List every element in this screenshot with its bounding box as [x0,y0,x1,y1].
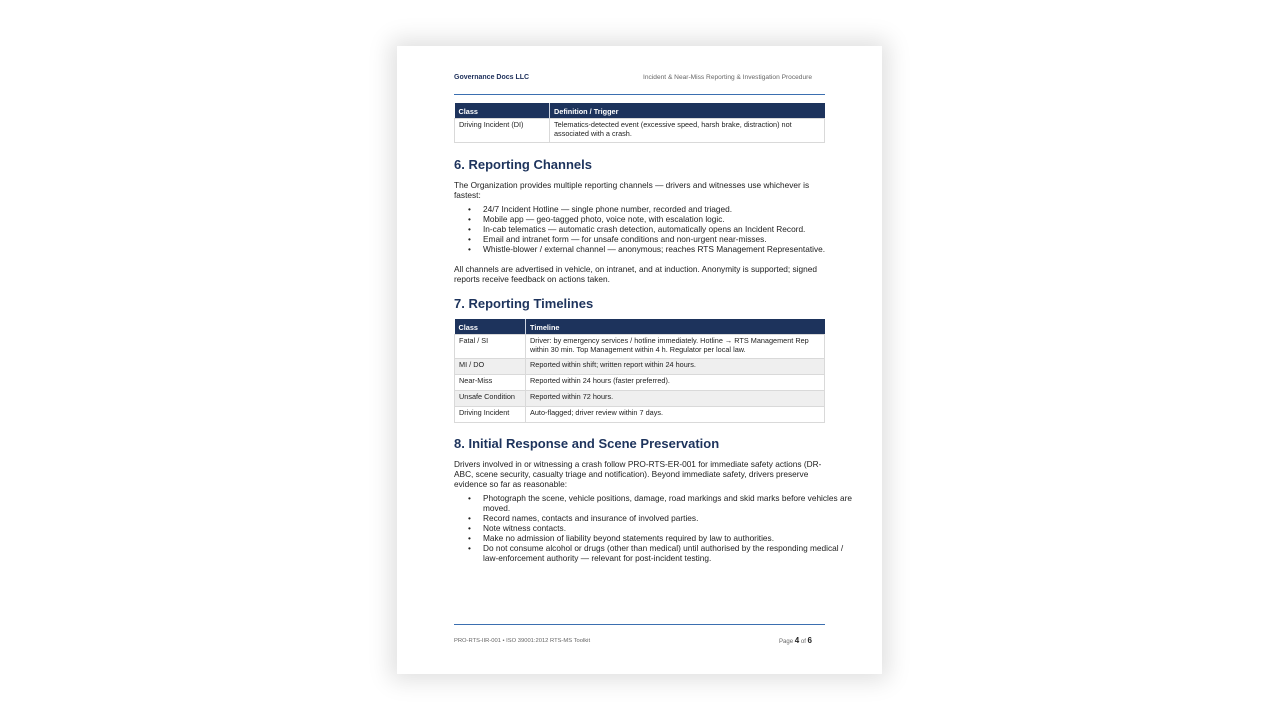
list-item: • Do not consume alcohol or drugs (other than medical) until authorised by the responding medical / law-enforcement authority — relevant for post-incident testing. [483,543,854,563]
table-cell: Unsafe Condition [455,391,526,407]
section8-intro: Drivers involved in or witnessing a crash follow PRO-RTS-ER-001 for immediate safety actions (DR-ABC, scene security, casualty triage and notification). Beyond immediate safety, drivers preserve evidence so far as reasonable: [454,459,822,489]
list-item: • Note witness contacts. [483,523,854,533]
footer-divider [454,624,825,625]
list-item: • Mobile app — geo-tagged photo, voice note, with escalation logic. [483,214,854,224]
table-cell: Near-Miss [455,375,526,391]
document-title: Incident & Near-Miss Reporting & Investigation Procedure [643,74,812,81]
table-row [455,391,825,407]
section-heading-reporting-channels: 6. Reporting Channels [454,157,592,172]
section6-intro: The Organization provides multiple reporting channels — drivers and witnesses use whichever is fastest: [454,180,810,200]
current-page: 4 [794,636,800,645]
page-header [454,73,825,95]
reporting-channels-list [454,204,854,254]
list-item: • Photograph the scene, vehicle positions, damage, road markings and skid marks before vehicles are moved. [483,493,854,513]
table-cell: Auto-flagged; driver review within 7 days. [526,407,825,423]
table-cell: Reported within shift; written report within 24 hours. [526,359,825,375]
page-number [779,636,812,645]
table-cell: MI / DO [455,359,526,375]
list-item: • Make no admission of liability beyond statements required by law to authorities. [483,533,854,543]
table-cell: Fatal / SI [455,335,526,359]
list-item: • Email and intranet form — for unsafe conditions and non-urgent near-misses. [483,234,854,244]
column-header: Class [455,319,526,335]
company-name: Governance Docs LLC [454,74,530,81]
footer-document-code: PRO-RTS-IIR-001 • ISO 39001:2012 RTS-MS Toolkit [454,638,591,644]
list-item: • Record names, contacts and insurance of involved parties. [483,513,854,523]
table-cell: Driving Incident [455,407,526,423]
list-item: • Whistle-blower / external channel — anonymous; reaches RTS Management Representative. [483,244,854,254]
column-header: Definition / Trigger [550,103,825,119]
list-item: • 24/7 Incident Hotline — single phone number, recorded and triaged. [483,204,854,214]
class-definition-table [454,103,825,143]
scene-preservation-list [454,493,854,563]
table-row [455,375,825,391]
total-pages: 6 [807,636,812,645]
document-page [397,46,882,674]
table-header-row [455,103,825,119]
table-row [455,119,825,143]
list-item: • In-cab telematics — automatic crash detection, automatically opens an Incident Record. [483,224,854,234]
column-header: Timeline [526,319,825,335]
column-header: Class [455,103,550,119]
table-row [455,335,825,359]
table-row [455,359,825,375]
table-cell: Reported within 24 hours (faster preferred). [526,375,825,391]
section-heading-reporting-timelines: 7. Reporting Timelines [454,296,594,311]
table-cell: Driver: by emergency services / hotline immediately. Hotline → RTS Management Rep within 30 min. Top Management within 4 h. Regulator per local law. [526,335,825,359]
table-cell: Telematics-detected event (excessive speed, harsh brake, distraction) not associated with a crash. [550,119,825,143]
table-cell: Driving Incident (DI) [455,119,550,143]
table-row [455,407,825,423]
reporting-timelines-table [454,319,825,423]
table-header-row [455,319,825,335]
page-word: Page [779,639,794,645]
section-heading-initial-response: 8. Initial Response and Scene Preservation [454,436,720,451]
of-word: of [800,639,806,645]
section6-closing: All channels are advertised in vehicle, on intranet, and at induction. Anonymity is supported; signed reports receive feedback on actions taken. [454,264,817,284]
table-cell: Reported within 72 hours. [526,391,825,407]
